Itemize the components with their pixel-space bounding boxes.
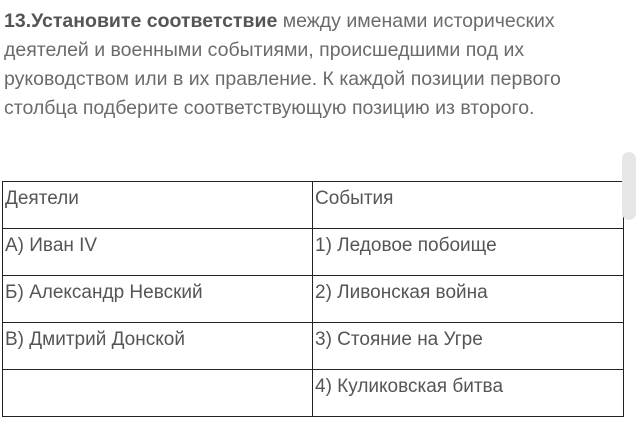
figure-cell [3,370,313,417]
question-body: между именами исторических деятелей и военными событиями, происшедшими под их руководством или в их правление. К каждой позиции первого столбца подберите соответствующую позицию из второго. [4,10,561,119]
figure-cell: А) Иван IV [3,229,313,276]
question-text [4,7,616,123]
figure-cell: Б) Александр Невский [3,276,313,323]
table-row [3,229,624,276]
table-row [3,370,624,417]
table-row [3,276,624,323]
header-events: События [313,182,624,229]
event-cell: 3) Стояние на Угре [313,323,624,370]
figure-cell: В) Дмитрий Донской [3,323,313,370]
table-header-row [3,182,624,229]
event-cell: 4) Куликовская битва [313,370,624,417]
matching-table [2,181,624,417]
header-figures: Деятели [3,182,313,229]
scrollbar-thumb[interactable] [622,152,636,220]
event-cell: 2) Ливонская война [313,276,624,323]
question-number-title: 13.Установите соответствие [4,10,278,32]
event-cell: 1) Ледовое побоище [313,229,624,276]
table-row [3,323,624,370]
